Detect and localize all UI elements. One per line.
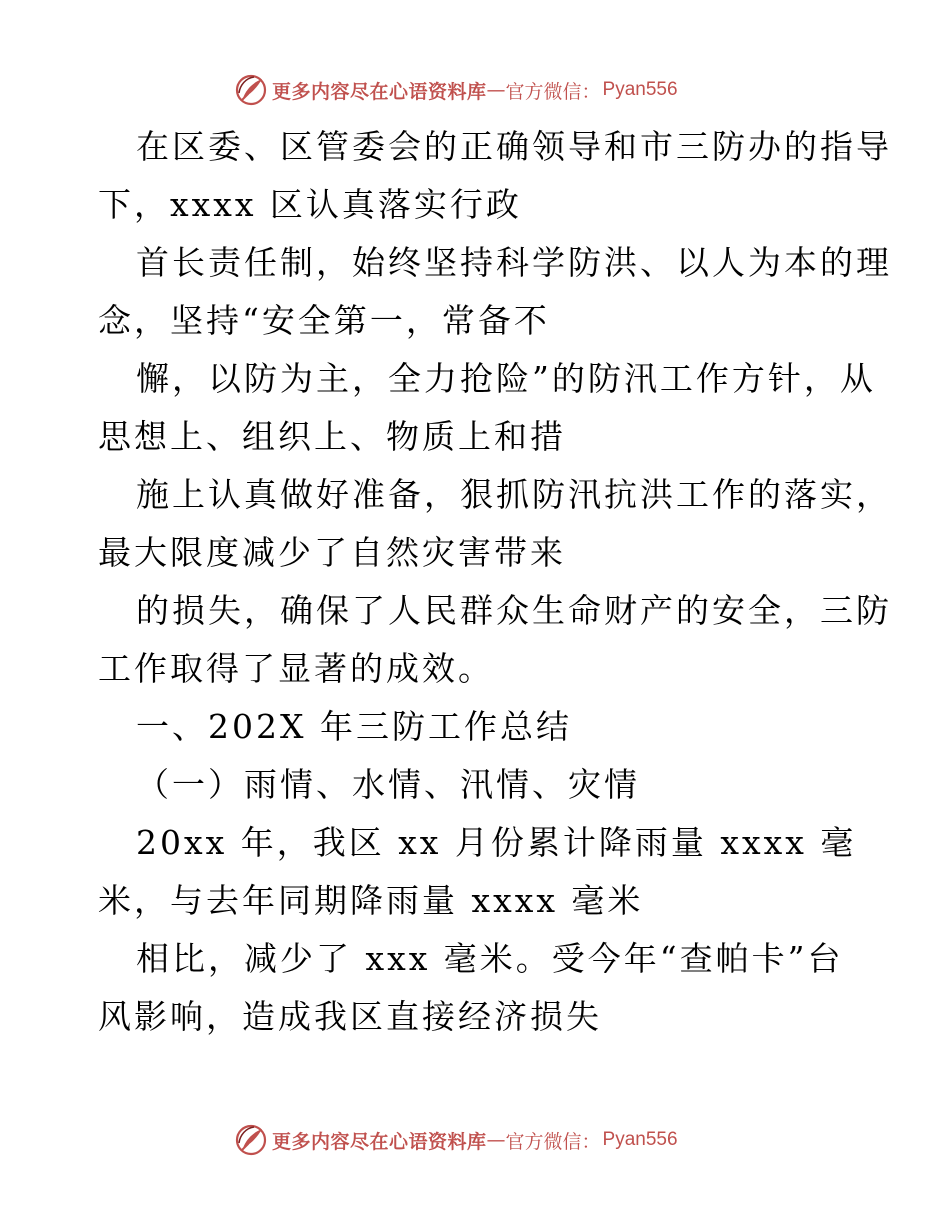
text-line: 首长责任制，始终坚持科学防洪、以人为本的理 xyxy=(136,243,892,282)
subsection-heading: （一）雨情、水情、汛情、灾情 xyxy=(136,765,640,804)
text-line: 念，坚持“安全第一，常备不 xyxy=(98,301,550,340)
text-line: 懈，以防为主，全力抢险”的防汛工作方针，从 xyxy=(136,359,876,398)
text-line: 的损失，确保了人民群众生命财产的安全，三防 xyxy=(136,591,892,630)
banner-main-text: 更多内容尽在心语资料库 xyxy=(272,1130,487,1153)
banner-wechat-label: 官方微信： xyxy=(505,80,601,103)
text-line: 风影响，造成我区直接经济损失 xyxy=(98,997,602,1036)
feather-pen-logo-icon xyxy=(234,1123,268,1157)
text-line: 20xx 年，我区 xx 月份累计降雨量 xxxx 毫 xyxy=(136,823,857,862)
header-banner xyxy=(234,72,794,108)
section-heading: 一、202X 年三防工作总结 xyxy=(136,707,572,746)
text-line: 施上认真做好准备，狠抓防汛抗洪工作的落实， xyxy=(136,475,892,514)
banner-wechat-id: Pyan556 xyxy=(602,79,678,100)
banner-separator: — xyxy=(486,1129,506,1151)
banner-separator: — xyxy=(486,79,506,101)
text-line: 思想上、组织上、物质上和措 xyxy=(98,417,566,456)
text-line: 米，与去年同期降雨量 xxxx 毫米 xyxy=(98,881,644,920)
text-line: 下，xxxx 区认真落实行政 xyxy=(98,185,522,224)
text-line: 工作取得了显著的成效。 xyxy=(98,649,494,688)
banner-main-text: 更多内容尽在心语资料库 xyxy=(272,80,487,103)
feather-pen-logo-icon xyxy=(234,73,268,107)
banner-wechat-id: Pyan556 xyxy=(602,1129,678,1150)
footer-banner xyxy=(234,1122,794,1158)
text-line: 最大限度减少了自然灾害带来 xyxy=(98,533,566,572)
text-line: 相比，减少了 xxx 毫米。受今年“查帕卡”台 xyxy=(136,939,844,978)
banner-wechat-label: 官方微信： xyxy=(505,1130,601,1153)
text-line: 在区委、区管委会的正确领导和市三防办的指导 xyxy=(136,127,892,166)
